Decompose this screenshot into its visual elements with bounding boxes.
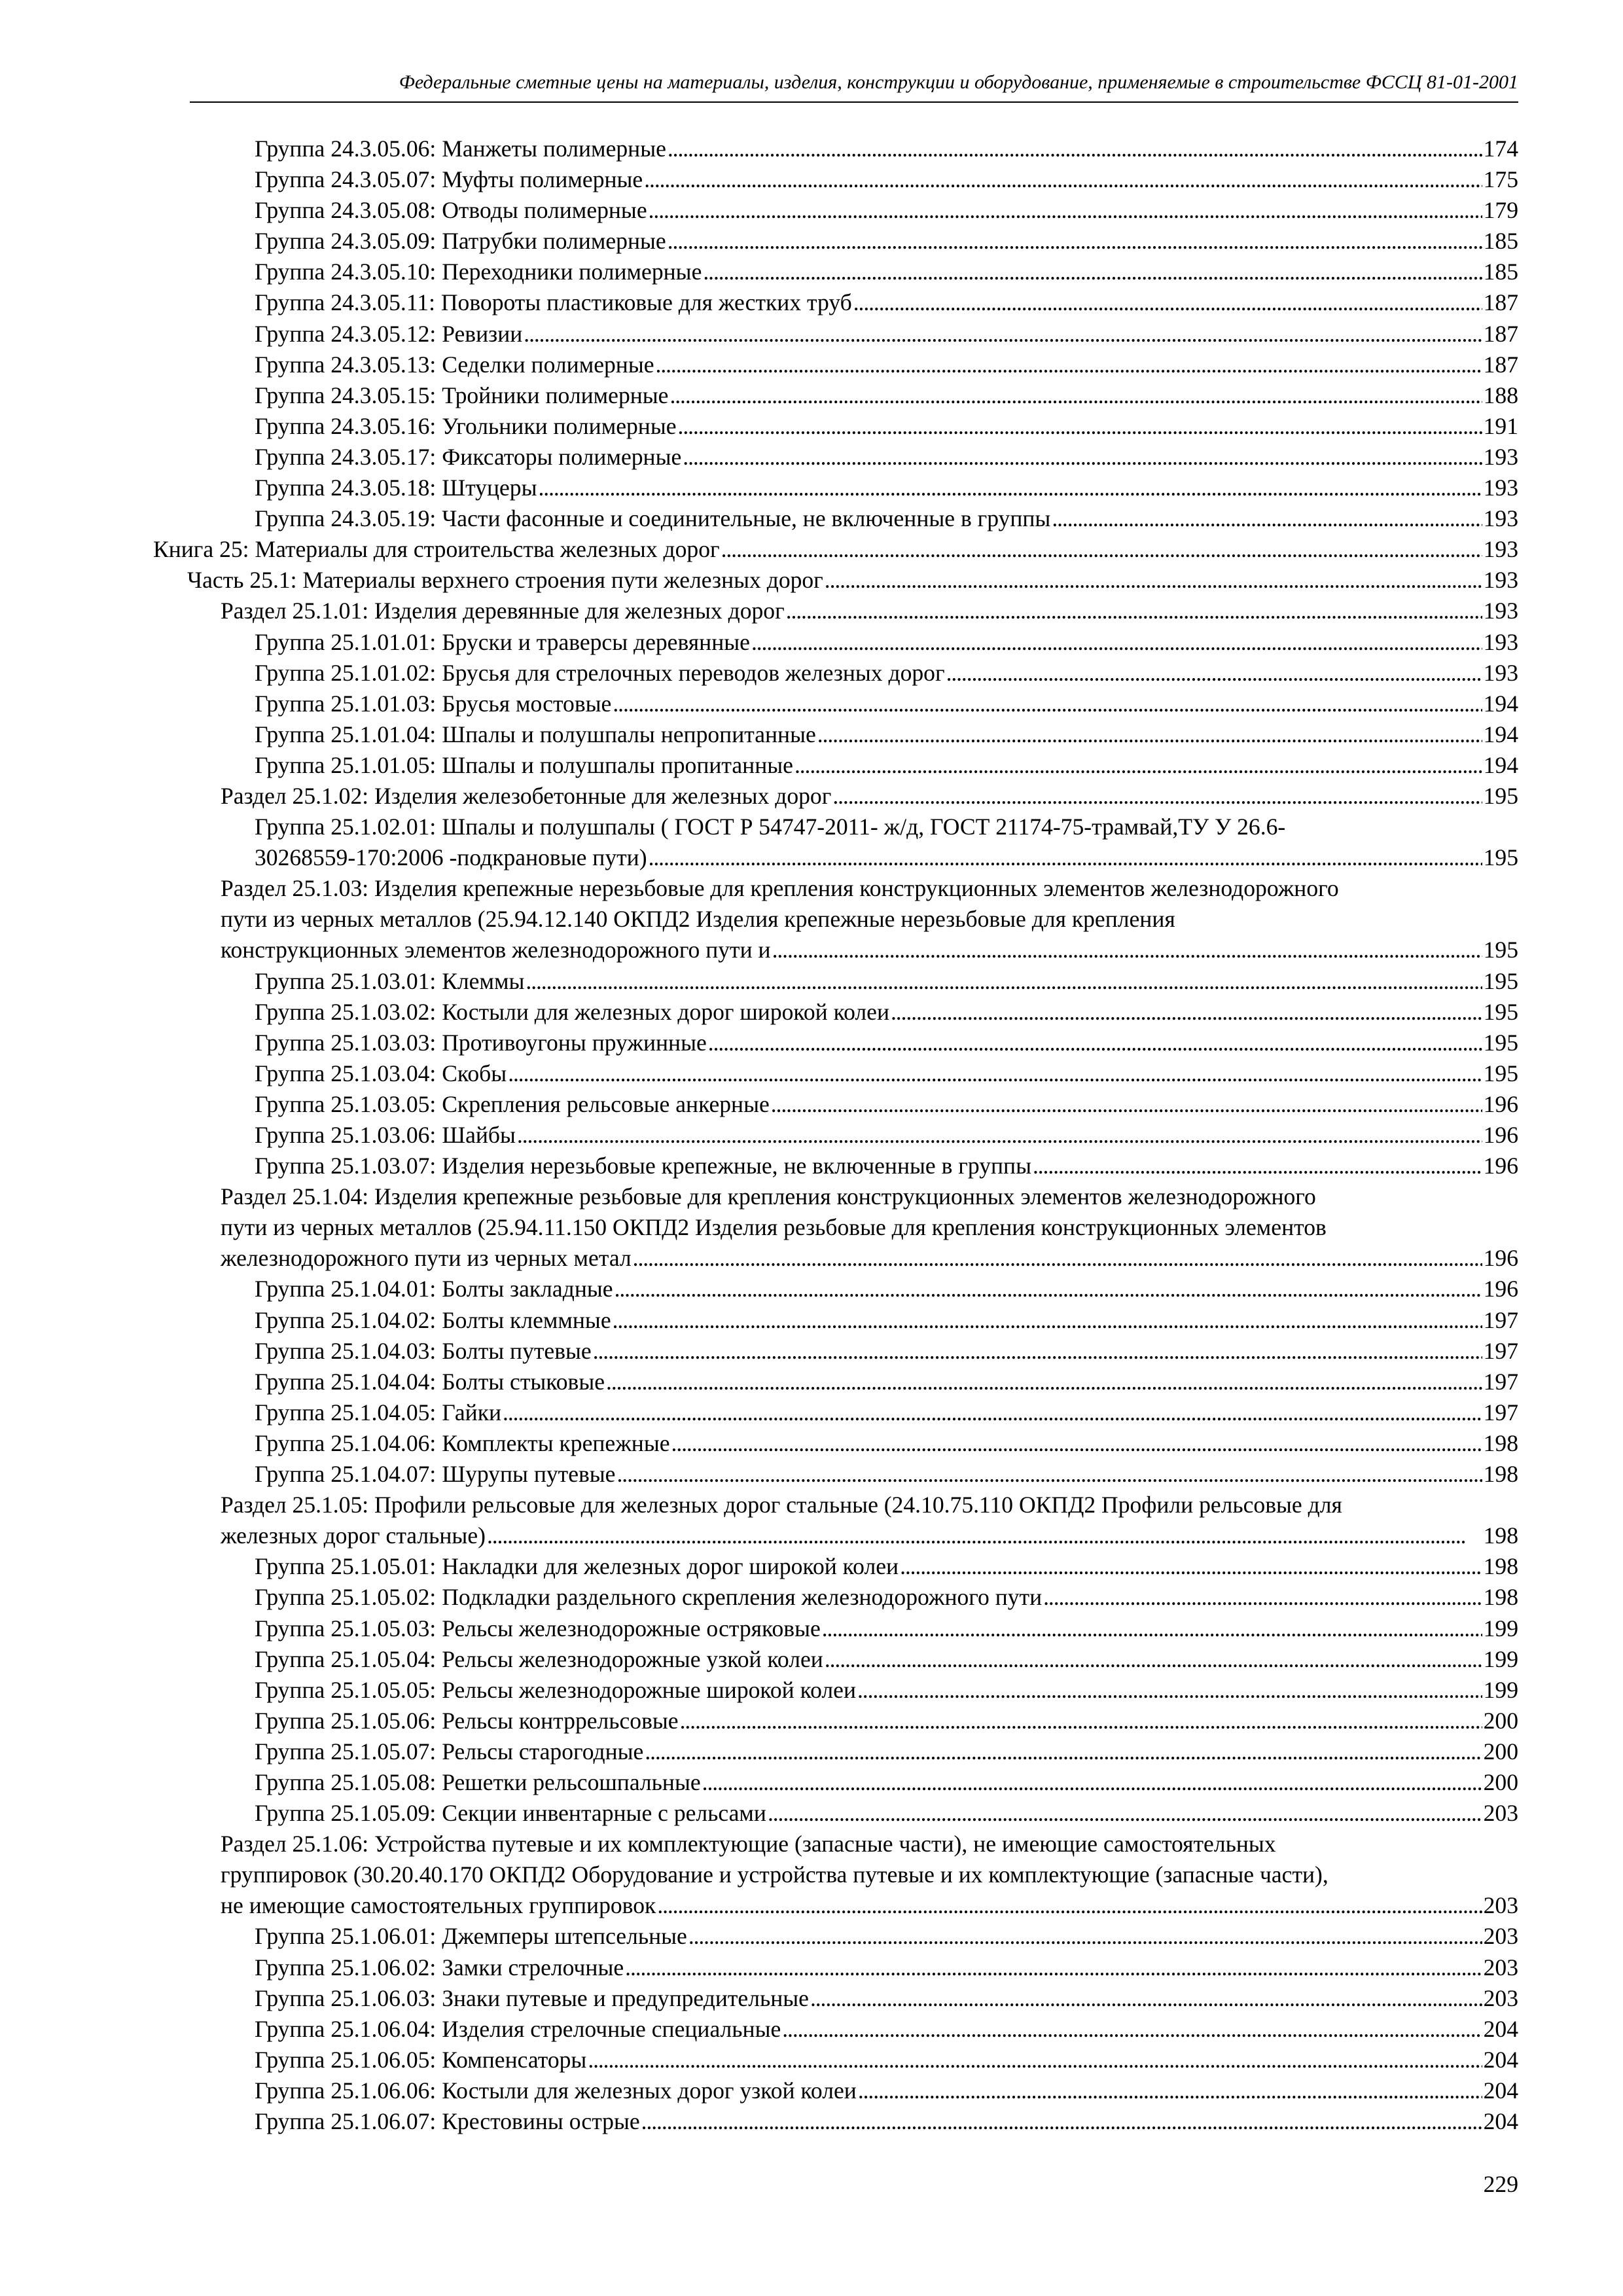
toc-entry[interactable] bbox=[153, 319, 1518, 350]
dot-leader bbox=[708, 1028, 1482, 1058]
toc-entry-page: 203 bbox=[1483, 1800, 1518, 1827]
toc-entry-page: 196 bbox=[1483, 1245, 1518, 1272]
toc-entry-page: 195 bbox=[1483, 998, 1518, 1025]
toc-entry-page: 198 bbox=[1483, 1553, 1518, 1580]
dot-leader bbox=[508, 1058, 1482, 1089]
toc-entry[interactable] bbox=[153, 1952, 1518, 1983]
toc-entry[interactable] bbox=[153, 966, 1518, 997]
toc-entry-page: 187 bbox=[1483, 320, 1518, 347]
dot-leader bbox=[688, 1921, 1482, 1952]
toc-entry-title-line: Раздел 25.1.03: Изделия крепежные нерезьбовые для крепления конструкционных элементов железнодорожного bbox=[221, 875, 1339, 902]
dot-leader bbox=[613, 689, 1482, 719]
toc-entry[interactable] bbox=[153, 1120, 1518, 1151]
toc-entry-page: 196 bbox=[1483, 1090, 1518, 1117]
toc-entry-page: 197 bbox=[1483, 1368, 1518, 1395]
dot-leader bbox=[825, 565, 1482, 596]
toc-entry[interactable] bbox=[153, 1706, 1518, 1736]
toc-entry-title-line: группировок (30.20.40.170 ОКПД2 Оборудование и устройства путевые и их комплектующие (запасные части), bbox=[221, 1861, 1329, 1888]
toc-entry-page: 175 bbox=[1483, 166, 1518, 193]
toc-entry-page: 197 bbox=[1483, 1399, 1518, 1426]
toc-entry-title: Группа 24.3.05.16: Угольники полимерные bbox=[255, 412, 677, 439]
toc-entry-page: 193 bbox=[1483, 628, 1518, 655]
toc-entry-page: 203 bbox=[1483, 1923, 1518, 1950]
toc-entry-page: 193 bbox=[1483, 567, 1518, 594]
toc-entry[interactable] bbox=[153, 257, 1518, 287]
toc-entry-title-line: пути из черных металлов (25.94.12.140 ОКПД2 Изделия крепежные нерезьбовые для крепления bbox=[221, 906, 1175, 933]
toc-entry-title: Группа 25.1.03.05: Скрепления рельсовые анкерные bbox=[255, 1090, 770, 1117]
toc-entry-page: 199 bbox=[1483, 1645, 1518, 1672]
toc-entry-title: Группа 25.1.03.03: Противоугоны пружинные bbox=[255, 1029, 707, 1056]
toc-entry-title: 30268559-170:2006 -подкрановые пути) bbox=[255, 844, 647, 871]
toc-entry-page: 204 bbox=[1483, 2108, 1518, 2134]
toc-entry-title: Группа 25.1.03.02: Костыли для железных дорог широкой колеи bbox=[255, 998, 889, 1025]
toc-entry-title: Группа 25.1.06.02: Замки стрелочные bbox=[255, 1954, 624, 1981]
dot-leader bbox=[858, 2075, 1482, 2106]
toc-entry-page: 195 bbox=[1483, 1029, 1518, 1056]
toc-entry[interactable] bbox=[153, 1921, 1518, 1952]
toc-entry[interactable] bbox=[153, 2075, 1518, 2106]
toc-entry[interactable] bbox=[153, 565, 1518, 596]
dot-leader bbox=[671, 1428, 1482, 1459]
toc-entry-title: Группа 24.3.05.13: Седелки полимерные bbox=[255, 351, 654, 378]
dot-leader bbox=[613, 1305, 1482, 1336]
toc-entry-title: Группа 24.3.05.15: Тройники полимерные bbox=[255, 382, 669, 408]
toc-entry[interactable] bbox=[153, 411, 1518, 442]
toc-entry-page: 200 bbox=[1483, 1707, 1518, 1734]
toc-entry-page: 195 bbox=[1483, 1060, 1518, 1086]
toc-entry-title: Группа 25.1.03.06: Шайбы bbox=[255, 1122, 516, 1148]
toc-entry-title: Группа 25.1.04.07: Шурупы путевые bbox=[255, 1461, 616, 1488]
dot-leader bbox=[606, 1367, 1482, 1397]
toc-entry[interactable] bbox=[153, 134, 1518, 164]
toc-entry-page: 198 bbox=[1483, 1429, 1518, 1456]
dot-leader bbox=[633, 1243, 1482, 1274]
toc-entry[interactable] bbox=[153, 164, 1518, 195]
dot-leader bbox=[678, 411, 1482, 442]
toc-entry[interactable] bbox=[153, 1736, 1518, 1767]
toc-entry[interactable] bbox=[153, 1644, 1518, 1675]
toc-entry[interactable] bbox=[153, 596, 1518, 626]
toc-entry-page: 194 bbox=[1483, 690, 1518, 717]
toc-entry[interactable] bbox=[153, 1367, 1518, 1397]
dot-leader bbox=[891, 997, 1482, 1028]
toc-entry[interactable] bbox=[153, 473, 1518, 503]
dot-leader bbox=[616, 1459, 1482, 1490]
toc-entry-title: Группа 25.1.03.04: Скобы bbox=[255, 1060, 507, 1086]
toc-entry[interactable] bbox=[153, 1428, 1518, 1459]
toc-entry-title: Группа 25.1.06.01: Джемперы штепсельные bbox=[255, 1923, 687, 1950]
toc-entry[interactable] bbox=[153, 1767, 1518, 1798]
running-header: Федеральные сметные цены на материалы, изделия, конструкции и оборудование, применяемые в строительстве ФССЦ 81-01-2001 bbox=[399, 71, 1518, 93]
toc-entry-title: Группа 25.1.06.03: Знаки путевые и предупредительные bbox=[255, 1984, 809, 2011]
toc-entry[interactable] bbox=[153, 350, 1518, 380]
toc-entry[interactable] bbox=[153, 1613, 1518, 1644]
toc-entry-page: 200 bbox=[1483, 1768, 1518, 1795]
toc-entry-title: Группа 24.3.05.18: Штуцеры bbox=[255, 475, 537, 501]
toc-entry[interactable] bbox=[153, 226, 1518, 257]
dot-leader bbox=[1043, 1582, 1482, 1613]
toc-entry-page: 191 bbox=[1483, 412, 1518, 439]
toc-entry-title-line: Раздел 25.1.06: Устройства путевые и их комплектующие (запасные части), не имеющие самостоятельных bbox=[221, 1831, 1276, 1857]
dot-leader bbox=[702, 1767, 1482, 1798]
dot-leader bbox=[649, 195, 1482, 226]
toc-entry-title: Группа 25.1.06.04: Изделия стрелочные специальные bbox=[255, 2015, 781, 2042]
dot-leader bbox=[768, 1798, 1482, 1829]
toc-entry-page: 187 bbox=[1483, 351, 1518, 378]
toc-entry[interactable] bbox=[153, 1028, 1518, 1058]
toc-entry-page: 198 bbox=[1483, 1461, 1518, 1488]
dot-leader bbox=[517, 1120, 1482, 1151]
toc-entry-title: конструкционных элементов железнодорожного пути и bbox=[221, 937, 771, 963]
toc-entry-page: 193 bbox=[1483, 505, 1518, 532]
dot-leader bbox=[822, 1613, 1482, 1644]
toc-entry[interactable] bbox=[153, 2106, 1518, 2137]
toc-entry-page: 204 bbox=[1483, 2077, 1518, 2104]
toc-entry-title: Группа 25.1.04.03: Болты путевые bbox=[255, 1337, 592, 1364]
toc-entry[interactable] bbox=[153, 627, 1518, 658]
toc-entry-page: 185 bbox=[1483, 228, 1518, 255]
toc-entry[interactable] bbox=[153, 503, 1518, 534]
toc-entry[interactable] bbox=[153, 719, 1518, 750]
toc-entry-title: Группа 25.1.05.04: Рельсы железнодорожные узкой колеи bbox=[255, 1645, 823, 1672]
toc-entry-title: Группа 25.1.03.01: Клеммы bbox=[255, 967, 525, 994]
toc-entry[interactable] bbox=[153, 287, 1518, 318]
toc-entry[interactable] bbox=[153, 380, 1518, 411]
dot-leader bbox=[524, 319, 1482, 350]
table-of-contents bbox=[153, 134, 1518, 2137]
toc-entry[interactable] bbox=[153, 195, 1518, 226]
dot-leader bbox=[588, 2045, 1482, 2075]
toc-entry[interactable] bbox=[153, 1181, 1518, 1274]
toc-entry-title: Группа 25.1.04.02: Болты клеммные bbox=[255, 1306, 611, 1333]
toc-entry-title-line: Раздел 25.1.05: Профили рельсовые для железных дорог стальные (24.10.75.110 ОКПД2 Профили рельсовые для bbox=[221, 1492, 1342, 1518]
toc-entry-title: Группа 25.1.04.05: Гайки bbox=[255, 1399, 502, 1426]
toc-entry-title: Раздел 25.1.02: Изделия железобетонные для железных дорог bbox=[221, 782, 832, 809]
toc-entry-title: Группа 25.1.01.01: Бруски и траверсы деревянные bbox=[255, 628, 750, 655]
toc-entry[interactable] bbox=[153, 1675, 1518, 1706]
toc-entry-page: 196 bbox=[1483, 1276, 1518, 1302]
toc-entry[interactable] bbox=[153, 2014, 1518, 2045]
toc-entry-page: 195 bbox=[1483, 967, 1518, 994]
dot-leader bbox=[810, 1983, 1482, 2014]
toc-entry[interactable] bbox=[153, 1058, 1518, 1089]
toc-entry[interactable] bbox=[153, 1305, 1518, 1336]
toc-entry-page: 203 bbox=[1483, 1892, 1518, 1919]
toc-entry-title: Группа 25.1.06.06: Костыли для железных дорог узкой колеи bbox=[255, 2077, 857, 2104]
dot-leader bbox=[853, 287, 1482, 318]
toc-entry[interactable] bbox=[153, 1551, 1518, 1582]
toc-entry-page: 198 bbox=[1483, 1522, 1518, 1549]
toc-entry[interactable] bbox=[153, 1829, 1518, 1921]
dot-leader bbox=[645, 1736, 1482, 1767]
toc-entry-page: 200 bbox=[1483, 1738, 1518, 1765]
toc-entry-page: 193 bbox=[1483, 659, 1518, 686]
dot-leader bbox=[772, 935, 1482, 965]
toc-entry-title: Группа 24.3.05.19: Части фасонные и соединительные, не включенные в группы bbox=[255, 505, 1051, 532]
toc-entry[interactable] bbox=[153, 2045, 1518, 2075]
toc-entry-title: Группа 25.1.05.06: Рельсы контррельсовые bbox=[255, 1707, 679, 1734]
toc-entry-title: Часть 25.1: Материалы верхнего строения пути железных дорог bbox=[187, 567, 823, 594]
toc-entry-page: 204 bbox=[1483, 2046, 1518, 2073]
toc-entry[interactable] bbox=[153, 1274, 1518, 1304]
toc-entry[interactable] bbox=[153, 1397, 1518, 1428]
toc-entry-title: Группа 24.3.05.12: Ревизии bbox=[255, 320, 523, 347]
toc-entry[interactable] bbox=[153, 1089, 1518, 1120]
toc-entry-page: 196 bbox=[1483, 1153, 1518, 1179]
dot-leader bbox=[817, 719, 1482, 750]
dot-leader bbox=[657, 1890, 1482, 1921]
header-rule bbox=[190, 101, 1518, 103]
toc-entry-page: 197 bbox=[1483, 1337, 1518, 1364]
toc-entry[interactable] bbox=[153, 1582, 1518, 1613]
toc-entry[interactable] bbox=[153, 1459, 1518, 1490]
toc-entry-page: 203 bbox=[1483, 1984, 1518, 2011]
toc-entry-page: 197 bbox=[1483, 1306, 1518, 1333]
dot-leader bbox=[656, 350, 1482, 380]
dot-leader bbox=[487, 1520, 1482, 1551]
dot-leader bbox=[625, 1952, 1482, 1983]
toc-entry-title: Группа 25.1.01.04: Шпалы и полушпалы непропитанные bbox=[255, 721, 816, 747]
toc-entry-title: Раздел 25.1.01: Изделия деревянные для железных дорог bbox=[221, 598, 785, 624]
toc-entry-title: Группа 25.1.01.02: Брусья для стрелочных переводов железных дорог bbox=[255, 659, 945, 686]
toc-entry-page: 193 bbox=[1483, 598, 1518, 624]
dot-leader bbox=[946, 658, 1482, 689]
toc-entry-title: Книга 25: Материалы для строительства железных дорог bbox=[153, 536, 720, 563]
toc-entry[interactable] bbox=[153, 997, 1518, 1028]
toc-entry-page: 204 bbox=[1483, 2015, 1518, 2042]
toc-entry-page: 193 bbox=[1483, 443, 1518, 470]
toc-entry[interactable] bbox=[153, 442, 1518, 473]
dot-leader bbox=[794, 750, 1482, 781]
toc-entry-page: 195 bbox=[1483, 844, 1518, 871]
toc-entry-title: Группа 25.1.03.07: Изделия нерезьбовые крепежные, не включенные в группы bbox=[255, 1153, 1031, 1179]
toc-entry-title: Группа 24.3.05.07: Муфты полимерные bbox=[255, 166, 643, 193]
toc-entry-title: Группа 25.1.05.08: Решетки рельсошпальные bbox=[255, 1768, 701, 1795]
toc-entry[interactable] bbox=[153, 812, 1518, 873]
dot-leader bbox=[644, 164, 1482, 195]
toc-entry-title: Группа 24.3.05.10: Переходники полимерные bbox=[255, 259, 702, 285]
dot-leader bbox=[526, 966, 1482, 997]
toc-entry[interactable] bbox=[153, 873, 1518, 965]
toc-entry-title: Группа 24.3.05.11: Повороты пластиковые для жестких труб bbox=[255, 289, 852, 316]
toc-entry-page: 203 bbox=[1483, 1954, 1518, 1981]
toc-entry-title: не имеющие самостоятельных группировок bbox=[221, 1892, 656, 1919]
toc-entry-page: 195 bbox=[1483, 782, 1518, 809]
toc-entry-page: 174 bbox=[1483, 135, 1518, 162]
toc-entry-title: Группа 25.1.04.04: Болты стыковые bbox=[255, 1368, 605, 1395]
toc-entry-title: Группа 25.1.05.09: Секции инвентарные с рельсами bbox=[255, 1800, 766, 1827]
toc-entry-title: Группа 25.1.06.07: Крестовины острые bbox=[255, 2108, 640, 2134]
dot-leader bbox=[649, 842, 1482, 873]
toc-entry-title: Группа 25.1.05.01: Накладки для железных дорог широкой колеи bbox=[255, 1553, 899, 1580]
dot-leader bbox=[825, 1644, 1482, 1675]
dot-leader bbox=[669, 380, 1482, 411]
dot-leader bbox=[593, 1336, 1482, 1367]
toc-entry-title: Группа 24.3.05.06: Манжеты полимерные bbox=[255, 135, 666, 162]
toc-entry-title: Группа 25.1.05.02: Подкладки раздельного скрепления железнодорожного пути bbox=[255, 1584, 1043, 1611]
toc-entry[interactable] bbox=[153, 1151, 1518, 1181]
dot-leader bbox=[782, 2014, 1482, 2045]
dot-leader bbox=[680, 1706, 1482, 1736]
toc-entry[interactable] bbox=[153, 781, 1518, 812]
toc-entry[interactable] bbox=[153, 689, 1518, 719]
toc-entry-page: 179 bbox=[1483, 197, 1518, 224]
toc-entry-title: Группа 25.1.01.05: Шпалы и полушпалы пропитанные bbox=[255, 751, 793, 778]
toc-entry-title: Группа 25.1.05.07: Рельсы старогодные bbox=[255, 1738, 644, 1765]
toc-entry-title-line: Группа 25.1.02.01: Шпалы и полушпалы ( ГОСТ Р 54747-2011- ж/д, ГОСТ 21174-75-трамвай,ТУ У 26.6- bbox=[255, 814, 1286, 840]
toc-entry-page: 185 bbox=[1483, 259, 1518, 285]
toc-entry-page: 193 bbox=[1483, 536, 1518, 563]
toc-entry-title: Группа 25.1.04.06: Комплекты крепежные bbox=[255, 1429, 670, 1456]
toc-entry[interactable] bbox=[153, 1798, 1518, 1829]
toc-entry[interactable] bbox=[153, 534, 1518, 565]
dot-leader bbox=[1033, 1151, 1482, 1181]
toc-entry-title: Группа 25.1.04.01: Болты закладные bbox=[255, 1276, 613, 1302]
toc-entry-page: 193 bbox=[1483, 475, 1518, 501]
toc-entry-title: Группа 25.1.05.05: Рельсы железнодорожные широкой колеи bbox=[255, 1676, 857, 1703]
toc-entry[interactable] bbox=[153, 1983, 1518, 2014]
dot-leader bbox=[832, 781, 1482, 812]
toc-entry-title: Группа 24.3.05.09: Патрубки полимерные bbox=[255, 228, 666, 255]
toc-entry-title: железных дорог стальные) bbox=[221, 1522, 486, 1549]
toc-entry-page: 199 bbox=[1483, 1615, 1518, 1641]
dot-leader bbox=[900, 1551, 1482, 1582]
toc-entry-page: 196 bbox=[1483, 1122, 1518, 1148]
dot-leader bbox=[771, 1089, 1482, 1120]
dot-leader bbox=[1052, 503, 1482, 534]
dot-leader bbox=[721, 534, 1482, 565]
toc-entry-page: 194 bbox=[1483, 751, 1518, 778]
dot-leader bbox=[703, 257, 1482, 287]
toc-entry-page: 187 bbox=[1483, 289, 1518, 316]
dot-leader bbox=[786, 596, 1482, 626]
toc-entry-title-line: Раздел 25.1.04: Изделия крепежные резьбовые для крепления конструкционных элементов железнодорожного bbox=[221, 1183, 1316, 1210]
dot-leader bbox=[641, 2106, 1482, 2137]
toc-entry-title: железнодорожного пути из черных метал bbox=[221, 1245, 632, 1272]
toc-entry-title-line: пути из черных металлов (25.94.11.150 ОКПД2 Изделия резьбовые для крепления конструкционных элементов bbox=[221, 1214, 1327, 1241]
toc-entry-title: Группа 25.1.06.05: Компенсаторы bbox=[255, 2046, 587, 2073]
toc-entry[interactable] bbox=[153, 1336, 1518, 1367]
toc-entry[interactable] bbox=[153, 750, 1518, 781]
dot-leader bbox=[857, 1675, 1482, 1706]
page-number: 229 bbox=[1483, 2171, 1518, 2197]
toc-entry-title: Группа 24.3.05.08: Отводы полимерные bbox=[255, 197, 647, 224]
dot-leader bbox=[668, 226, 1482, 257]
toc-entry-page: 188 bbox=[1483, 382, 1518, 408]
toc-entry[interactable] bbox=[153, 1490, 1518, 1551]
toc-entry[interactable] bbox=[153, 658, 1518, 689]
toc-entry-page: 195 bbox=[1483, 937, 1518, 963]
toc-entry-title: Группа 25.1.01.03: Брусья мостовые bbox=[255, 690, 612, 717]
dot-leader bbox=[668, 134, 1482, 164]
dot-leader bbox=[615, 1274, 1482, 1304]
dot-leader bbox=[503, 1397, 1482, 1428]
dot-leader bbox=[751, 627, 1482, 658]
toc-entry-page: 199 bbox=[1483, 1676, 1518, 1703]
toc-entry-title: Группа 24.3.05.17: Фиксаторы полимерные bbox=[255, 443, 682, 470]
toc-entry-page: 194 bbox=[1483, 721, 1518, 747]
dot-leader bbox=[683, 442, 1482, 473]
toc-entry-page: 198 bbox=[1483, 1584, 1518, 1611]
dot-leader bbox=[538, 473, 1482, 503]
toc-entry-title: Группа 25.1.05.03: Рельсы железнодорожные остряковые bbox=[255, 1615, 821, 1641]
